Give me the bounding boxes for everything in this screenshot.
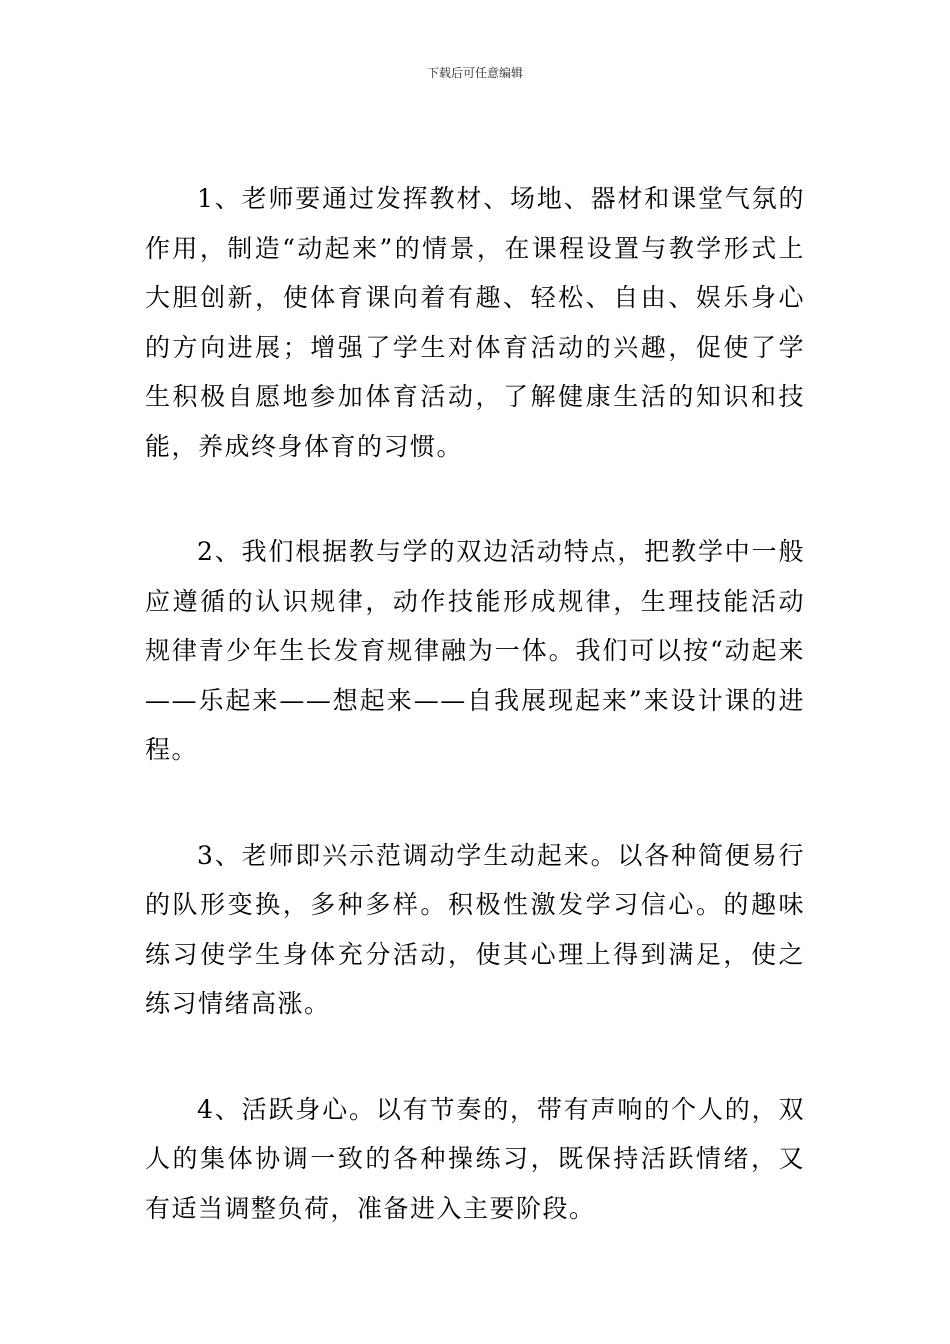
paragraph-1: 1、老师要通过发挥教材、场地、器材和课堂气氛的作用，制造“动起来”的情景，在课程设置与教学形式上大胆创新，使体育课向着有趣、轻松、自由、娱乐身心的方向进展；增强了学生对体育活动的兴趣，促使了学生积极自愿地参加体育活动，了解健康生活的知识和技能，养成终身体育的习惯。 [145, 184, 805, 461]
paragraph-4: 4、活跃身心。以有节奏的，带有声响的个人的，双人的集体协调一致的各种操练习，既保持活跃情绪，又有适当调整负荷，准备进入主要阶段。 [145, 1094, 805, 1223]
paragraph-2: 2、我们根据教与学的双边活动特点，把教学中一般应遵循的认识规律，动作技能形成规律，生理技能活动规律青少年生长发育规律融为一体。我们可以按“动起来——乐起来——想起来——自我展现起来”来设计课的进程。 [145, 537, 805, 764]
paragraph-3: 3、老师即兴示范调动学生动起来。以各种简便易行的队形变换，多种多样。积极性激发学习信心。的趣味练习使学生身体充分活动，使其心理上得到满足，使之练习情绪高涨。 [145, 840, 805, 1018]
page-header: 下载后可任意编辑 [426, 66, 523, 80]
document-body [145, 174, 805, 1289]
